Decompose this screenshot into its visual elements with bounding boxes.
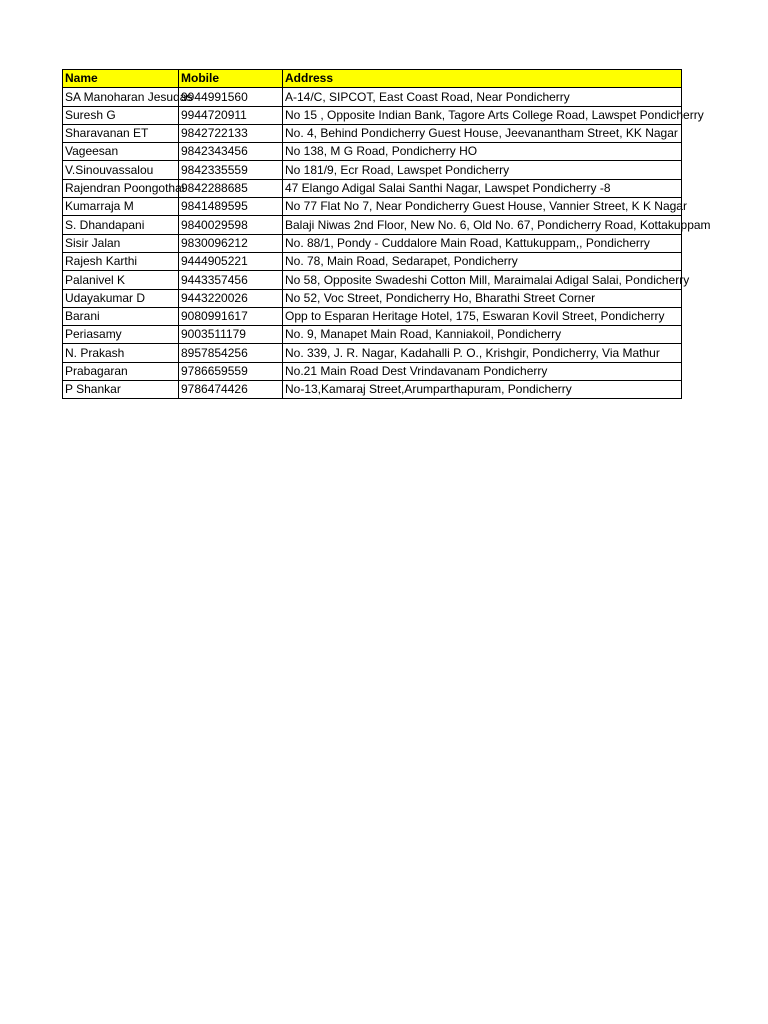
cell-name[interactable] <box>63 344 179 362</box>
cell-name-text: SA Manoharan Jesudas <box>65 89 193 104</box>
table-row <box>63 271 682 289</box>
cell-address[interactable]: No 15 , Opposite Indian Bank, Tagore Arts College Road, Lawspet Pondicherry <box>283 106 682 124</box>
cell-name-text: Rajendran Poongothai <box>65 181 185 196</box>
cell-name[interactable] <box>63 198 179 216</box>
table-row <box>63 234 682 252</box>
cell-mobile[interactable]: 9830096212 <box>179 234 283 252</box>
cell-name-text: Vageesan <box>65 144 119 159</box>
cell-name[interactable] <box>63 234 179 252</box>
cell-address[interactable]: No 58, Opposite Swadeshi Cotton Mill, Maraimalai Adigal Salai, Pondicherry <box>283 271 682 289</box>
cell-address[interactable]: No 181/9, Ecr Road, Lawspet Pondicherry <box>283 161 682 179</box>
cell-address[interactable]: Opp to Esparan Heritage Hotel, 175, Eswaran Kovil Street, Pondicherry <box>283 307 682 325</box>
cell-name-text: S. Dhandapani <box>65 217 145 232</box>
cell-mobile[interactable]: 9841489595 <box>179 198 283 216</box>
cell-address[interactable]: No.21 Main Road Dest Vrindavanam Pondicherry <box>283 362 682 380</box>
table-row <box>63 344 682 362</box>
header-row <box>63 70 682 88</box>
cell-name-text: Udayakumar D <box>65 290 146 305</box>
cell-mobile[interactable]: 9003511179 <box>179 326 283 344</box>
table-row <box>63 179 682 197</box>
cell-mobile[interactable]: 9443220026 <box>179 289 283 307</box>
cell-mobile[interactable]: 9944720911 <box>179 106 283 124</box>
cell-address[interactable]: No-13,Kamaraj Street,Arumparthapuram, Pondicherry <box>283 381 682 399</box>
cell-mobile[interactable]: 9786659559 <box>179 362 283 380</box>
cell-name[interactable] <box>63 271 179 289</box>
cell-name[interactable] <box>63 289 179 307</box>
cell-name[interactable] <box>63 179 185 197</box>
table-body <box>63 88 711 399</box>
table-row <box>63 252 682 270</box>
cell-mobile[interactable]: 9842288685 <box>179 179 283 197</box>
cell-name[interactable] <box>63 106 179 124</box>
cell-name-text: Palanivel K <box>65 272 126 287</box>
table-row <box>63 198 682 216</box>
cell-name[interactable] <box>63 216 179 234</box>
cell-address[interactable]: 47 Elango Adigal Salai Santhi Nagar, Lawspet Pondicherry -8 <box>283 179 682 197</box>
cell-address[interactable]: No. 88/1, Pondy - Cuddalore Main Road, Kattukuppam,, Pondicherry <box>283 234 682 252</box>
header-address[interactable]: Address <box>283 70 682 88</box>
table-row <box>63 381 682 399</box>
cell-name-text: Suresh G <box>65 107 116 122</box>
cell-name-text: V.Sinouvassalou <box>65 162 154 177</box>
cell-name-text: Kumarraja M <box>65 199 134 214</box>
cell-name[interactable] <box>63 252 179 270</box>
cell-address[interactable]: No. 339, J. R. Nagar, Kadahalli P. O., Krishgir, Pondicherry, Via Mathur <box>283 344 682 362</box>
cell-name-text: P Shankar <box>65 382 121 397</box>
table-row <box>63 143 682 161</box>
table-row <box>63 124 682 142</box>
table-row <box>63 88 682 106</box>
table-row <box>63 289 682 307</box>
cell-mobile[interactable]: 9944991560 <box>179 88 283 106</box>
table-row <box>63 161 682 179</box>
cell-name-text: Periasamy <box>65 327 122 342</box>
cell-mobile[interactable]: 9444905221 <box>179 252 283 270</box>
cell-name[interactable] <box>63 88 193 106</box>
cell-address[interactable]: No 138, M G Road, Pondicherry HO <box>283 143 682 161</box>
cell-name-text: Barani <box>65 309 100 324</box>
cell-name-text: Sisir Jalan <box>65 235 121 250</box>
cell-name-text: Sharavanan ET <box>65 126 149 141</box>
header-mobile[interactable]: Mobile <box>179 70 283 88</box>
table-row <box>63 326 682 344</box>
cell-mobile[interactable]: 9842335559 <box>179 161 283 179</box>
cell-address[interactable]: No 77 Flat No 7, Near Pondicherry Guest House, Vannier Street, K K Nagar <box>283 198 682 216</box>
cell-name[interactable] <box>63 307 179 325</box>
cell-mobile[interactable]: 9786474426 <box>179 381 283 399</box>
cell-address[interactable]: A-14/C, SIPCOT, East Coast Road, Near Pondicherry <box>283 88 682 106</box>
cell-mobile[interactable]: 9080991617 <box>179 307 283 325</box>
cell-address[interactable]: No. 4, Behind Pondicherry Guest House, Jeevanantham Street, KK Nagar <box>283 124 682 142</box>
cell-address[interactable]: No 52, Voc Street, Pondicherry Ho, Bharathi Street Corner <box>283 289 682 307</box>
table-row <box>63 106 682 124</box>
cell-name[interactable] <box>63 326 179 344</box>
cell-mobile[interactable]: 9842343456 <box>179 143 283 161</box>
cell-name-text: N. Prakash <box>65 345 125 360</box>
contact-table <box>62 69 711 399</box>
cell-mobile[interactable]: 9443357456 <box>179 271 283 289</box>
cell-mobile[interactable]: 9840029598 <box>179 216 283 234</box>
cell-name[interactable] <box>63 124 179 142</box>
cell-name[interactable] <box>63 362 179 380</box>
cell-name[interactable] <box>63 161 179 179</box>
cell-mobile[interactable]: 9842722133 <box>179 124 283 142</box>
cell-name[interactable] <box>63 381 179 399</box>
cell-mobile[interactable]: 8957854256 <box>179 344 283 362</box>
cell-address[interactable]: No. 78, Main Road, Sedarapet, Pondicherry <box>283 252 682 270</box>
table-row <box>63 216 682 234</box>
cell-name-text: Prabagaran <box>65 364 128 379</box>
cell-address[interactable]: No. 9, Manapet Main Road, Kanniakoil, Pondicherry <box>283 326 682 344</box>
cell-name[interactable] <box>63 143 179 161</box>
table-row <box>63 362 682 380</box>
cell-name-text: Rajesh Karthi <box>65 254 138 269</box>
header-name[interactable]: Name <box>63 70 179 88</box>
table-row <box>63 307 682 325</box>
cell-address[interactable]: Balaji Niwas 2nd Floor, New No. 6, Old No. 67, Pondicherry Road, Kottakuppam <box>283 216 682 234</box>
